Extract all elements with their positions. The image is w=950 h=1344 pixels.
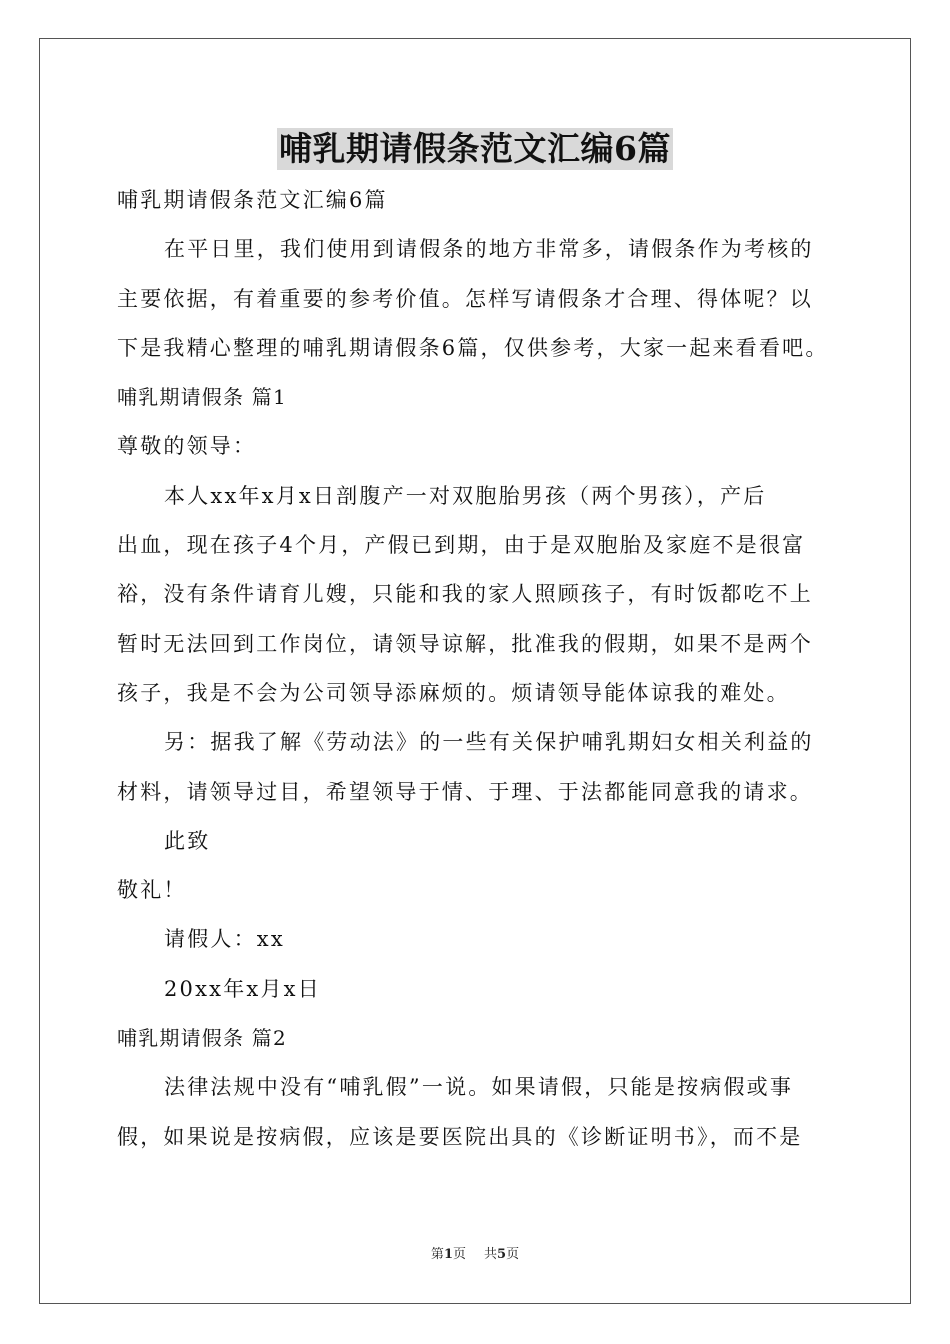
body-line: 假，如果说是按病假，应该是要医院出具的《诊断证明书》，而不是 [117,1124,803,1149]
page-prefix: 第 [430,1247,444,1262]
body-line: 敬礼！ [117,878,187,903]
document-body [117,176,842,1162]
page-footer [0,1246,950,1264]
body-line: 主要依据，有着重要的参考价值。怎样写请假条才合理、得体呢？以 [117,286,813,311]
page-current: 1 [443,1247,453,1262]
body-line: 尊敬的领导： [117,434,257,459]
body-line: 20xx年x月x日 [164,976,321,1001]
document-title-wrap [0,128,950,170]
body-line: 请假人：xx [164,927,285,952]
body-line: 孩子，我是不会为公司领导添麻烦的。烦请领导能体谅我的难处。 [117,680,790,705]
body-line: 出血，现在孩子4个月，产假已到期，由于是双胞胎及家庭不是很富 [117,533,806,558]
section-heading: 哺乳期请假条 篇2 [117,1026,287,1051]
body-line: 另：据我了解《劳动法》的一些有关保护哺乳期妇女相关利益的 [164,730,814,755]
body-line: 本人xx年x月x日剖腹产一对双胞胎男孩（两个男孩），产后 [164,483,767,508]
body-line: 哺乳期请假条范文汇编6篇 [117,188,388,212]
body-line: 暂时无法回到工作岗位，请领导谅解，批准我的假期，如果不是两个 [117,631,813,656]
page-total: 5 [497,1247,507,1262]
body-line: 此致 [164,828,211,853]
body-line: 在平日里，我们使用到请假条的地方非常多，请假条作为考核的 [164,237,814,262]
body-line: 下是我精心整理的哺乳期请假条6篇，仅供参考，大家一起来看看吧。 [117,335,829,360]
section-heading: 哺乳期请假条 篇1 [117,385,287,410]
document-title: 哺乳期请假条范文汇编6篇 [279,129,671,168]
body-line: 材料，请领导过目，希望领导于情、于理、于法都能同意我的请求。 [117,779,813,804]
body-line: 法律法规中没有“哺乳假”一说。如果请假，只能是按病假或事 [164,1075,794,1100]
total-prefix: 共 [484,1247,498,1262]
page-suffix: 页 [452,1247,466,1262]
total-suffix: 页 [506,1247,520,1262]
body-line: 裕，没有条件请育儿嫂，只能和我的家人照顾孩子，有时饭都吃不上 [117,582,813,607]
